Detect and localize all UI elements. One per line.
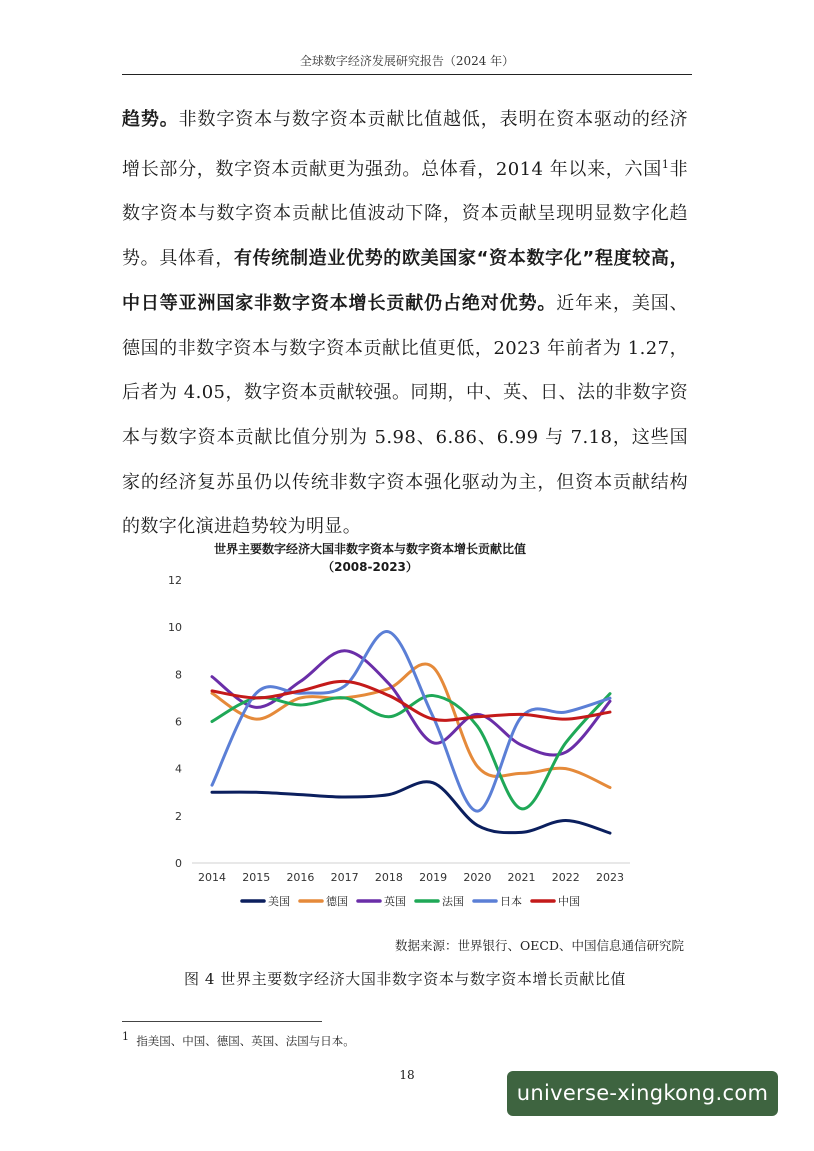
body-paragraph bbox=[122, 98, 688, 550]
legend-label: 美国 bbox=[268, 895, 290, 908]
y-tick-label: 10 bbox=[168, 621, 182, 635]
x-tick-label: 2022 bbox=[551, 871, 580, 884]
bold-key-finding: 有传统制造业优势的欧美国家“资本数字化”程度较高，中日等亚洲国家非数字资本增长贡献仍占绝对优势。 bbox=[122, 248, 688, 314]
x-tick-label: 2023 bbox=[596, 871, 624, 884]
y-tick-label: 4 bbox=[175, 762, 182, 776]
chart-title: 世界主要数字经济大国非数字资本与数字资本增长贡献比值 bbox=[213, 542, 526, 556]
page-number: 18 bbox=[399, 1068, 415, 1082]
y-tick-label: 2 bbox=[175, 809, 182, 823]
x-tick-label: 2020 bbox=[463, 871, 492, 884]
chart-plot bbox=[160, 538, 660, 918]
series-line bbox=[212, 632, 610, 812]
paragraph-mid: 非数字资本与数字资本贡献比值波动下降，资本贡献呈现明显数字化趋势。具体看， bbox=[122, 158, 688, 270]
x-tick-label: 2018 bbox=[374, 871, 403, 884]
running-header: 全球数字经济发展研究报告（2024 年） bbox=[299, 54, 515, 68]
series-line bbox=[212, 782, 610, 833]
legend-label: 法国 bbox=[442, 895, 464, 908]
x-tick-label: 2019 bbox=[419, 871, 448, 884]
header-rule bbox=[122, 74, 692, 75]
legend-label: 中国 bbox=[558, 895, 580, 908]
chart-subtitle: （2008-2023） bbox=[322, 560, 418, 574]
footnote bbox=[122, 1030, 355, 1049]
line-chart bbox=[160, 538, 660, 918]
footnote-reference[interactable]: 1 bbox=[661, 157, 670, 171]
y-tick-label: 12 bbox=[168, 574, 182, 587]
footnote-text: 指美国、中国、德国、英国、法国与日本。 bbox=[136, 1033, 355, 1048]
legend-label: 英国 bbox=[384, 895, 406, 908]
data-source-note: 数据来源：世界银行、OECD、中国信息通信研究院 bbox=[395, 938, 684, 953]
footnote-marker: 1 bbox=[122, 1030, 129, 1043]
x-tick-label: 2021 bbox=[507, 871, 536, 884]
y-tick-label: 8 bbox=[175, 668, 182, 682]
y-tick-label: 6 bbox=[175, 715, 182, 729]
legend-label: 德国 bbox=[326, 895, 348, 908]
bold-lead: 趋势。 bbox=[122, 109, 179, 130]
site-watermark: universe-xingkong.com bbox=[507, 1071, 778, 1116]
x-tick-label: 2014 bbox=[198, 871, 226, 884]
figure-caption: 图 4 世界主要数字经济大国非数字资本与数字资本增长贡献比值 bbox=[183, 970, 627, 988]
footnote-rule bbox=[122, 1021, 322, 1022]
x-tick-label: 2015 bbox=[242, 871, 271, 884]
y-tick-label: 0 bbox=[175, 857, 182, 870]
x-tick-label: 2016 bbox=[286, 871, 315, 884]
x-tick-label: 2017 bbox=[330, 871, 359, 884]
legend-label: 日本 bbox=[500, 895, 522, 908]
paragraph-end: 近年来，美国、德国的非数字资本与数字资本贡献比值更低，2023 年前者为 1.27，后者为 4.05，数字资本贡献较强。同期，中、英、日、法的非数字资本与数字资本贡献比值分别为 5.98、6.86、6.99 与 7.18，这些国家的经济复苏虽仍以传统非数字资本强化驱动为主，但资本贡献结构的数字化演进趋势较为明显。 bbox=[122, 292, 688, 538]
paragraph-intro: 非数字资本与数字资本贡献比值越低，表明在资本驱动的经济增长部分，数字资本贡献更为强劲。总体看，2014 年以来，六国 bbox=[122, 109, 688, 180]
